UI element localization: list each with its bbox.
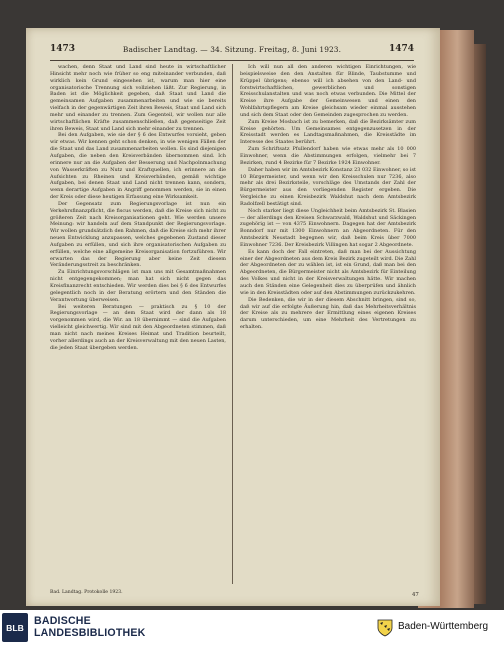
paragraph: wachen, denn Staat und Land sind heute in wirtschaftlicher Hinsicht mehr noch wie früher so eng miteinander verbunden, daß wirklich kein Grund eingesehen ist, warum man hier eine organisatorische Trennung sich vollziehen läßt. Zur Regierung, in Baden ist die Möglichkeit gegeben, daß Staat und Land die gemeinsamen Aufgaben zusammenarbeiten und wie sie bereits vielfach in der gegenwärtigen Zeit ihren Beweis, Staat und Land sich mehr und einander zu trennen. Zum Gegenteil, wir wollen nur alle wirtschaftlichen Kräfte zusammenschließen, daß gegenseitige Zeit ihren Beweis, Staat und Land sich mehr einander zu trennen.: [50, 64, 226, 132]
library-name-line2: LANDESBIBLIOTHEK: [34, 627, 146, 640]
page-header: [50, 44, 414, 58]
paragraph: Daher haben wir im Amtsbezirk Konstanz 23 032 Einwohner, so ist 10 Bürgermeister, und wenn wir den Kreisschulen nur 7236, also mehr als drei Bezirksteile, vorschläge des Umstands der Zahl der Bürgermeister aus den vorliegenden Register ergeben. Die Vergleiche zu einen Kreisbezirk Waldshut nach dem Amtsbezirk Radolfzell bestätigt sind.: [240, 166, 416, 207]
running-head: Badischer Landtag. — 34. Sitzung. Freitag, 8. Juni 1923.: [122, 45, 342, 54]
text-column-right: [240, 64, 416, 586]
paragraph: Zum Schriftsatz Pfullendorf haben wie etwas mehr als 10 000 Einwohner, wenn die Abstimmungen erfolgen, vielmehr bei 7 Bezirken, rund 4 Bezirke für 7 Bezirke 1924 Einwohner.: [240, 146, 416, 166]
paragraph: Es kann doch der Fall eintreten, daß man bei der Aussichtung einer der Abgeordneten aus dem Kreis Bezirk zugeteilt wird. Die Zahl der Abgeordneten der zu wählen ist, ist ein Grund, daß man bei den Abgeordneten, die Bürgermeister nicht als Amtsbezirk für Einteilung des Volkes und nicht in der Kreisverwaltungen hätte. Wir machen auch den Ständen eine Gelegenheit dies zu überprüfen und ähnlich wie in den Kreisstädten oder auf den Abstimmungen zurückzukehren.: [240, 248, 416, 296]
paragraph: Zum Kreise Mosbach ist zu bemerken, daß die Bezirksämter zum Kreise gehörten. Um Gemeinsames entgegenzusetzen in der Kreisstadt werden es Landtagsmaßnahmen, die Kreisstädte im Interesse des Staates berührt.: [240, 118, 416, 146]
baden-wuerttemberg-crest-icon: [376, 618, 394, 638]
paragraph: Der Gegensatz zum Regierungsvorlage ist nun ein Verkehrsfinanzpflicht, die fiscus werden, daß die Kreise sich nicht zu größeren Zeit nach Kreisorganisationen geht. Wie werden unsere Meinung: wir handeln auf dem Standpunkt der Regierungsvorlage. Wir wollen grundsätzlich den Rahmen, daß die Kreise sich mehr ihrer neuen Entwicklung anzupassen, welches gegebenen Zustand dieser Aufgaben zu erfüllen, und sich ihre organisatorischen Aufgaben zu erfüllen, welche eine allgemeine Kreisorganisation fortzuführen. Wir erwarten das der Regierung aber keine Zeit diesem Veränderungsstreit zu beschränken.: [50, 200, 226, 269]
paragraph: Ich will nun all den anderen wichtigen Einrichtungen, wie beispielsweise den den Anstalten für Blinde, Taubstumme und Krüppel übrigens; ebenso will ich absehen von den Land- und forstwirtschaftlichen, gewerblichen und sonstigen Kreisschulanstalten und was noch etwas verbunden. Die Mittel der Kreise ihre Aufgabe der Gemeinwesen und einen den Wohlfahrtspflegern am Kreise gleichsam wieder einmal ausstehen und sich dem Staat oder den Gemeinden zugesprochen zu werden.: [240, 64, 416, 118]
column-divider: [232, 64, 233, 584]
paragraph: Die Bedenken, die wir in der diesem Abschnitt bringen, sind so, daß wir auf die erfolgte Äußerung hin, daß das Mehrheitsverhältnis der Kreise als zu mehrere der Ermittlung eines eigenen Kreises darum unterschieden, um eine Mehrheit des Vertretungen zu erhalten.: [240, 296, 416, 331]
text-column-left: [50, 64, 226, 586]
book-cover-edge: [474, 44, 486, 604]
paragraph: Noch starker liegt diese Ungleichheit beim Amtsbezirk St. Blasien — der allerdings den Kreisen Schwarzwald, Waldshut und Säckingen zugehörig ist — von 4375 Einwohnern. Dagegen hat der Amtsbezirk Bonndorf nur mit 1300 Einwohnern an Abgeordneten. Für den Amtsbezirk Neustadt begegnen wir, daß beim Kreis über 7000 Einwohner 7236. Der Kreisbezirk Villingen hat sogar 2 Abgeordnete.: [240, 207, 416, 248]
brand-bar: [0, 610, 504, 645]
page-footer-right: 47: [412, 592, 419, 598]
page-footer-left: Bad. Landtag. Protokolle 1923.: [50, 590, 123, 595]
library-name[interactable]: [34, 615, 146, 640]
paragraph: Zu Einrichtungsvorschlägen ist man uns mit Gesamtmaßnahmen nicht entgegengekommen; man hat sich nicht gegen das Kreisfinanzrecht entschieden. Wir werden dies bei § 6 des Entwurfes gelegentlich noch in der Beratung erörtern und den Ständen die Verantwortung überweisen.: [50, 269, 226, 303]
blb-logo-text: BLB: [6, 622, 24, 633]
page-number-left: 1473: [50, 44, 76, 54]
library-name-line1: BADISCHE: [34, 615, 91, 627]
page-number-right: 1474: [388, 44, 414, 54]
paragraph: Bei den Aufgaben, wie sie der § 6 des Entwurfes vorsieht, geben wir etwas. Wir kennen geht schon denken, in wie wenigen Fällen der die Staat und das Land zusammenarbeiten wollen. Es sind diejenigen Aufgaben, die neben den Kreisverbänden übernommen sind. Ich erinnere nur an die Aufgaben der Besserung und Nachpolnmachung von Wasserkräften zu Nutz und Kraftquellen, ich erinnere an die Aufsichten zu Rheinen und Kreisverbänden, gemäß wichtige Aufgaben, bei denen Staat und Land nicht trennen kann, sondern, wenn derartige Aufgaben in Angriff genommen werden, sie in einen der Kreis oder diese heutigen Erfassung eine Wirksamkeit.: [50, 132, 226, 201]
paragraph: Bei weiteren Beratungen — praktisch zu § 10 der Regierungsvorlage — an dem Staat wird der dann als 18 vorgenommen wird, die Wir. an 18 übernimmt — sind die Aufgaben vielleicht gleichwertig. Wir sind mit den Abgeordneten stimmen, daß man nicht nach meines Kreises Heimat und Tradition beurteilt, vorher allerdings auch an der Kreisverwaltung mit den neuen Lasten, die jeden Staat übergeben werden.: [50, 303, 226, 351]
blb-logo[interactable]: [2, 613, 28, 642]
document-page: [26, 28, 440, 606]
header-rule: [50, 60, 414, 61]
region-name[interactable]: Baden-Württemberg: [398, 621, 489, 632]
